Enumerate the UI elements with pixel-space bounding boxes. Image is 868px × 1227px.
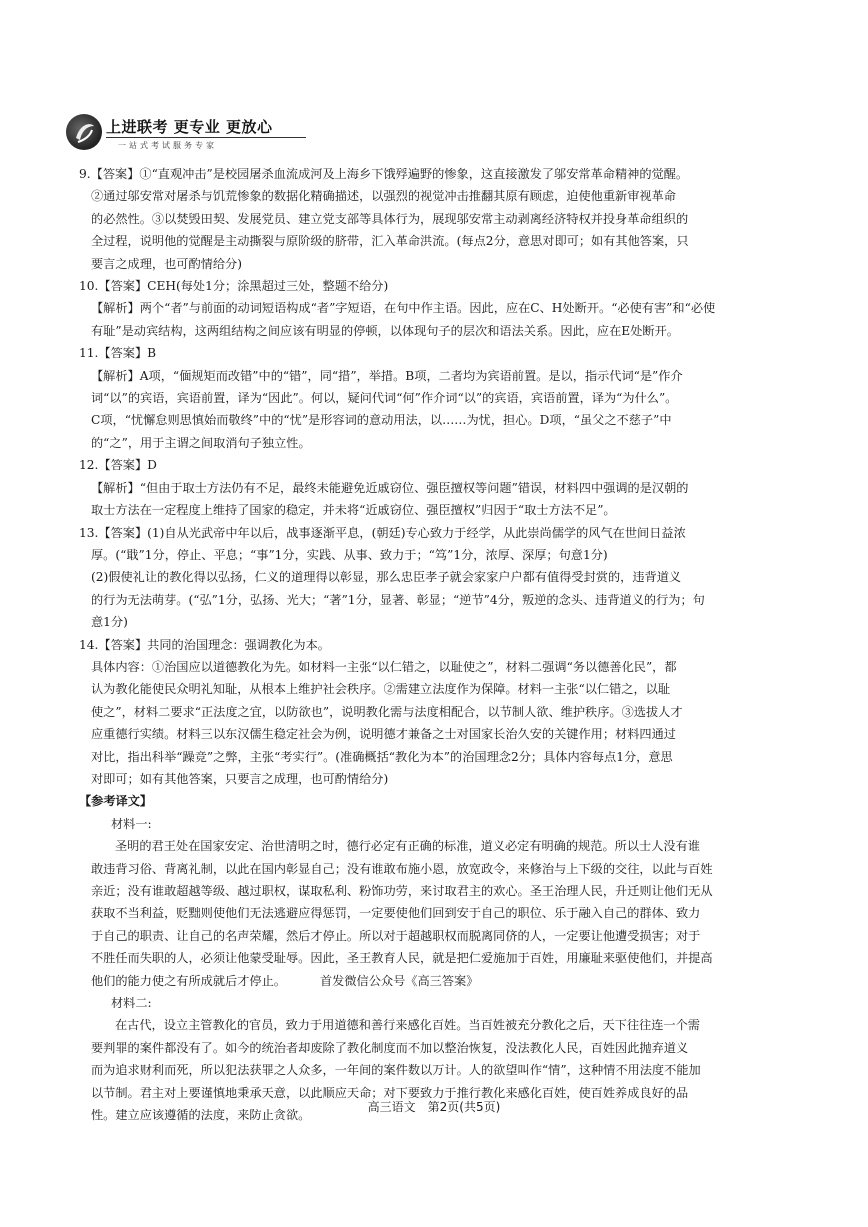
answer-item-9 [79,163,781,275]
text-line: 11.【答案】B [79,346,157,361]
text-line: 要言之成理，也可酌情给分) [91,256,243,271]
text-line: 【解析】两个“者”与前面的动词短语构成“者”字短语，在句中作主语。因此，应在C、H处断开。“必使有害”和“必使 [91,301,716,316]
header-slogan: 上进联考 更专业 更放心 [106,118,273,136]
text-line: 取士方法在一定程度上维持了国家的稳定，并未将“近戚窃位、强臣擅权”归因于“取士方法不足”。 [91,503,616,518]
text-line: 14.【答案】共同的治国理念：强调教化为本。 [79,637,330,652]
answer-item-14 [79,634,781,791]
text-line: 具体内容：①治国应以道德教化为先。如材料一主张“以仁错之，以耻使之”，材料二强调“务以德善化民”，都 [91,659,677,674]
text-line: 对比，指出科举“躁竞”之弊，主张“考实行”。(准确概括“教化为本”的治国理念2分；具体内容每点1分，意思 [91,749,673,764]
text-line: C项，“忧懈怠则思慎始而敬终”中的“忧”是形容词的意动用法，以……为忧，担心。D项，“虽父之不慈子”中 [91,413,672,428]
answer-content [79,163,781,1126]
text-line [91,970,781,992]
text-line: 应重德行实绩。材料三以东汉儒生稳定社会为例，说明德才兼备之士对国家长治久安的关键作用；材料四通过 [91,727,676,742]
text-line: 意1分) [91,615,128,630]
material-1-title: 材料一: [111,816,152,831]
header-subslogan: 一站式考试服务专家 [118,141,217,150]
text-line: 【解析】“但由于取士方法仍有不足，最终未能避免近戚窃位、强臣擅权等问题”错误，材料四中强调的是汉朝的 [91,480,689,495]
answer-item-13 [79,522,781,634]
text-line: 全过程，说明他的觉醒是主动撕裂与原阶级的脐带，汇入革命洪流。(每点2分，意思对即可；如有其他答案，只 [91,234,689,249]
page-footer: 高三语文 第2页(共5页) [367,1100,501,1114]
text-line: 在古代，设立主管教化的官员，致力于用道德和善行来感化百姓。当百姓被充分教化之后，天下往往连一个需 [115,1018,700,1033]
answer-item-11 [79,342,781,454]
text-line: 而为追求财利而死，所以犯法获罪之人众多，一年间的案件数以万计。人的欲望叫作“情”，这种情不用法度不能加 [91,1063,701,1078]
watermark-note: 首发微信公众号《高三答案》 [320,973,479,988]
material-2-title: 材料二: [111,996,152,1011]
header-divider [106,137,306,138]
answer-item-12 [79,454,781,521]
text-line-part: 他们的能力使之有所成就后才停止。 [91,973,286,988]
text-line: 于自己的职责、让自己的名声荣耀，然后才停止。所以对于超越职权而脱离同侪的人，一定要让他遭受损害；对于 [91,928,701,943]
text-line: 的必然性。③以焚毁田契、发展党员、建立党支部等具体行为，展现邬安常主动剥离经济特权并投身革命组织的 [91,211,689,226]
text-line: 【解析】A项，“偭规矩而改错”中的“错”，同“措”，举措。B项，二者均为宾语前置。是以，指示代词“是”作介 [91,368,683,383]
text-line: 13.【答案】(1)自从光武帝中年以后，战事逐渐平息，(朝廷)专心致力于经学，从此崇尚儒学的风气在世间日益浓 [79,525,686,540]
reference-translation [79,790,781,1126]
page-header [66,110,273,158]
answer-item-10 [79,275,781,342]
reference-title: 【参考译文】 [79,794,153,809]
text-line: 对即可；如有其他答案，只要言之成理，也可酌情给分) [91,771,389,786]
text-line: 以节制。君主对上要谨慎地秉承天意，以此顺应天命；对下要致力于推行教化来感化百姓，使百姓养成良好的品 [91,1085,689,1100]
text-line: 12.【答案】D [79,458,157,473]
text-line: 10.【答案】CEH(每处1分；涂黑超过三处，整题不给分) [79,279,389,294]
text-line: 的“之”，用于主谓之间取消句子独立性。 [91,435,311,450]
text-line: 词“以”的宾语，宾语前置，译为“因此”。何以，疑问代词“何”作介词“以”的宾语，宾语前置，译为“为什么”。 [91,391,678,406]
logo-icon [66,114,102,150]
text-line: 有耻”是动宾结构，这两组结构之间应该有明显的停顿，以体现句子的层次和语法关系。因此，应在E处断开。 [91,323,679,338]
text-line: (2)假使礼让的教化得以弘扬，仁义的道理得以彰显，那么忠臣孝子就会家家户户都有值得受封赏的，违背道义 [91,570,682,585]
text-line: 认为教化能使民众明礼知耻，从根本上维护社会秩序。②需建立法度作为保障。材料一主张“以仁错之，以耻 [91,682,671,697]
text-line: 不胜任而失职的人，必须让他蒙受耻辱。因此，圣王教育人民，就是把仁爱施加于百姓，用廉耻来驱使他们，并提高 [91,951,713,966]
text-line: 厚。(“戢”1分，停止、平息；“事”1分，实践、从事、致力于；“笃”1分，浓厚、深厚；句意1分) [91,547,608,562]
text-line: ②通过邬安常对屠杀与饥荒惨象的数据化精确描述，以强烈的视觉冲击推翻其原有顾虑，迫使他重新审视革命 [91,189,676,204]
text-line: 亲近；没有谁敢超越等级、越过职权，谋取私利、粉饰功劳，来讨取君主的欢心。圣王治理人民，升迁则让他们无从 [91,884,713,898]
text-line: 性。建立应该遵循的法度，来防止贪欲。 [91,1108,311,1123]
text-line: 要判罪的案件都没有了。如今的统治者却废除了教化制度而不加以整治恢复，没法教化人民，百姓因此抛弃道义 [91,1040,689,1055]
text-line: 使之”，材料二要求“正法度之宜，以防欲也”，说明教化需与法度相配合，以节制人欲、维护秩序。③选拔人才 [91,704,683,719]
text-line: 获取不当利益，贬黜则使他们无法逃避应得惩罚，一定要使他们回到安于自己的职位、乐于融入自己的群体、致力 [91,906,701,921]
text-line: 的行为无法萌芽。(“弘”1分，弘扬、光大；“著”1分，显著、彰显；“逆节”4分，叛逆的念头、违背道义的行为；句 [91,592,705,607]
text-line: 9.【答案】①“直观冲击”是校园屠杀血流成河及上海乡下饿殍遍野的惨象，这直接激发了邬安常革命精神的觉醒。 [79,167,689,181]
text-line: 敢违背习俗、背离礼制，以此在国内彰显自己；没有谁敢布施小恩，放宽政令，来修治与上下级的交往，以此与百姓 [91,861,713,876]
text-line: 圣明的君王处在国家安定、治世清明之时，德行必定有正确的标准，道义必定有明确的规范。所以士人没有谁 [115,839,700,854]
